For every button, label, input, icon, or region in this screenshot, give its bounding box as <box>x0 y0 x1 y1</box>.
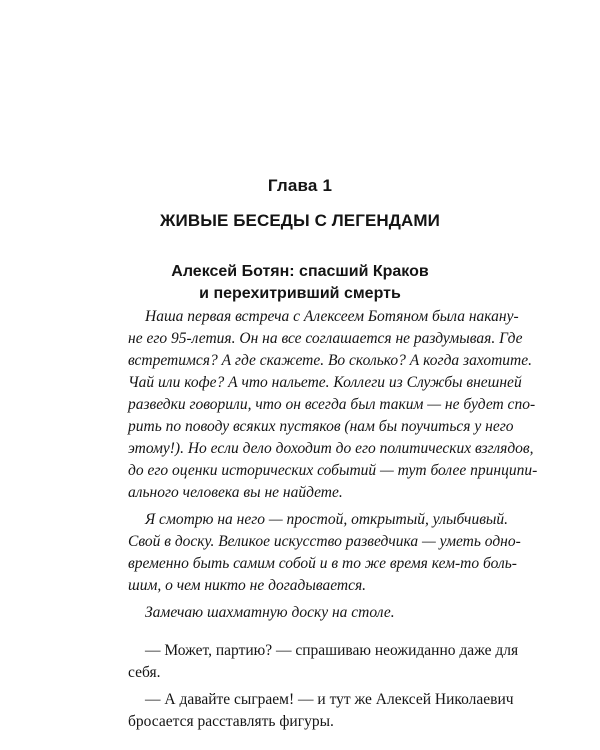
text-line: Я смотрю на него — простой, открытый, улыбчивый. <box>145 511 509 528</box>
text-line: разведки говорили, что он всегда был таким — не будет спо- <box>128 396 536 413</box>
dialogue-line: — Может, партию? — спрашиваю неожиданно даже для <box>145 642 519 659</box>
section-title <box>0 261 600 305</box>
text-line: не его 95-летия. Он на все соглашается не раздумывая. Где <box>128 330 523 347</box>
text-line: Замечаю шахматную доску на столе. <box>145 604 395 621</box>
chapter-title: ЖИВЫЕ БЕСЕДЫ С ЛЕГЕНДАМИ <box>160 211 440 230</box>
dialogue-line: себя. <box>128 664 161 681</box>
text-line: встретимся? А где скажете. Во сколько? А когда захотите. <box>128 352 532 369</box>
text-line: временно быть самим собой и в то же время кем-то боль- <box>128 555 517 572</box>
chapter-number: Глава 1 <box>267 176 333 195</box>
text-line: Наша первая встреча с Алексеем Ботяном была накану- <box>145 308 519 325</box>
dialogue-line: бросается расставлять фигуры. <box>128 713 334 730</box>
dialogue-line: — А давайте сыграем! — и тут же Алексей Николаевич <box>145 691 514 708</box>
text-line: ального человека вы не найдете. <box>128 484 343 501</box>
section-title-line-1: Алексей Ботян: спасший Краков <box>171 263 429 280</box>
text-line: Чай или кофе? А что нальете. Коллеги из Службы внешней <box>128 374 522 391</box>
text-line: этому!). Но если дело доходит до его политических взглядов, <box>128 440 534 457</box>
text-line: Свой в доску. Великое искусство разведчика — уметь одно- <box>128 533 521 550</box>
section-title-line-2: и перехитривший смерть <box>199 285 401 302</box>
text-line: шим, о чем никто не догадывается. <box>128 577 367 594</box>
text-line: до его оценки исторических событий — тут более принципи- <box>128 462 538 479</box>
text-line: рить по поводу всяких пустяков (нам бы поучиться у него <box>128 418 514 435</box>
